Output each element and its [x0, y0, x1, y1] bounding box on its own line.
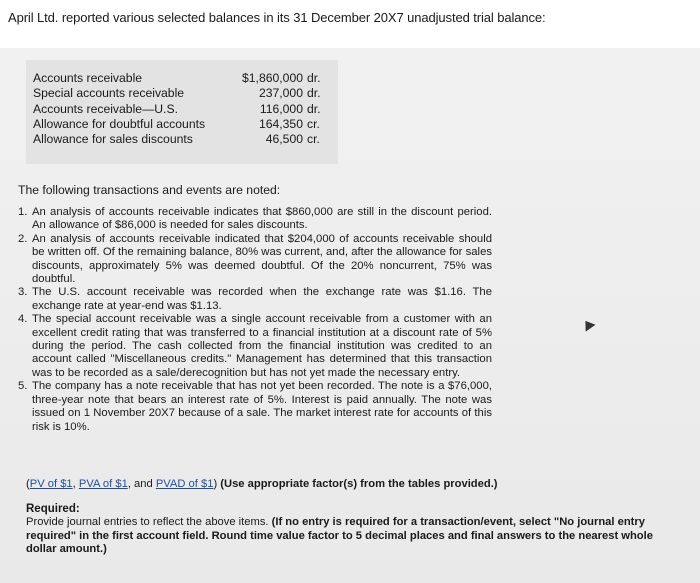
transaction-text: An analysis of accounts receivable indicated that $204,000 of accounts receivable should be written off. Of the remaining balance, 80% was current, and, after the allowance for sales discounts, approximately 5% was deemed doubtful. Of the 20% noncurrent, 75% was doubtful.: [32, 232, 492, 286]
transaction-text: The U.S. account receivable was recorded when the exchange rate was $1.16. The exchange rate at year-end was $1.13.: [32, 286, 492, 312]
account-name: Special accounts receivable: [33, 86, 185, 101]
account-amount: $1,860,000: [242, 71, 303, 85]
paren-close: ): [213, 478, 218, 490]
account-side: dr.: [307, 71, 321, 85]
account-amount: 237,000: [258, 86, 303, 101]
transaction-number: 1.: [18, 206, 28, 218]
trial-balance-row: [33, 86, 333, 101]
trial-balance-table: [33, 71, 333, 147]
separator: , and: [127, 478, 156, 490]
factor-instruction: (Use appropriate factor(s) from the tables provided.): [220, 478, 498, 490]
transaction-item: [18, 286, 492, 313]
account-amount: 116,000: [259, 101, 303, 116]
account-amount: 164,350: [258, 116, 303, 131]
pvad-of-1-link[interactable]: PVAD of $1: [155, 478, 214, 490]
required-text-bold: (If no entry is required for a transaction/event, select "No journal entry required" in the first account field. Round time value factor to 5 decimal places and final answers to the nearest whole dollar amount.): [26, 516, 653, 556]
trial-balance-row: [33, 102, 333, 117]
account-name: Allowance for doubtful accounts: [33, 116, 206, 131]
transaction-item: [18, 206, 492, 233]
transaction-number: 3.: [18, 286, 28, 299]
account-side: dr.: [307, 101, 321, 116]
required-heading: Required:: [26, 503, 80, 515]
account-side: cr.: [307, 132, 320, 147]
header-band: [0, 0, 700, 48]
transaction-item: [18, 233, 492, 287]
transaction-text: An analysis of accounts receivable indicates that $860,000 are still in the discount period. An allowance of $86,000 is needed for sales discounts.: [32, 206, 492, 232]
transactions-list: [18, 206, 492, 434]
trial-balance-row: [33, 71, 333, 86]
trial-balance-row: [33, 117, 333, 132]
account-name: Allowance for sales discounts: [33, 132, 193, 147]
required-text-plain: Provide journal entries to reflect the above items.: [26, 516, 272, 528]
transaction-item: [18, 380, 492, 434]
separator: ,: [72, 478, 79, 490]
trial-balance-row: [33, 132, 333, 147]
paren-open: (: [26, 478, 30, 490]
account-side: dr.: [307, 86, 321, 101]
account-name: Accounts receivable: [33, 71, 143, 85]
transaction-number: 5.: [18, 380, 28, 393]
transaction-item: [18, 313, 492, 380]
pva-of-1-link[interactable]: PVA of $1: [78, 478, 128, 490]
transaction-text: The company has a note receivable that has not yet been recorded. The note is a $76,000, three-year note that bears an interest rate of 5%. Interest is paid annually. The note was issued on 1 November 20X7 because of a sale. The market interest rate for accounts of this risk is 10%.: [32, 380, 492, 433]
transaction-number: 4.: [18, 313, 28, 326]
required-text: [26, 516, 676, 557]
transaction-text: The special account receivable was a single account receivable from a customer with an excellent credit rating that was transferred to a financial institution at a discount rate of 5% during the period. The cash collected from the financial institution was credited to an account called "Miscellaneous credits." Management has determined that this transaction was to be recorded as a sale/derecognition but has not yet made the necessary entry.: [32, 313, 492, 379]
account-amount: 46,500: [265, 132, 303, 147]
factor-tables-line: [26, 478, 498, 490]
question-header: April Ltd. reported various selected balances in its 31 December 20X7 unadjusted trial balance:: [8, 10, 546, 25]
transactions-intro: The following transactions and events are noted:: [18, 183, 281, 197]
transaction-number: 2.: [18, 232, 28, 245]
account-side: cr.: [307, 116, 320, 131]
account-name: Accounts receivable—U.S.: [33, 101, 178, 116]
pv-of-1-link[interactable]: PV of $1: [29, 478, 73, 490]
